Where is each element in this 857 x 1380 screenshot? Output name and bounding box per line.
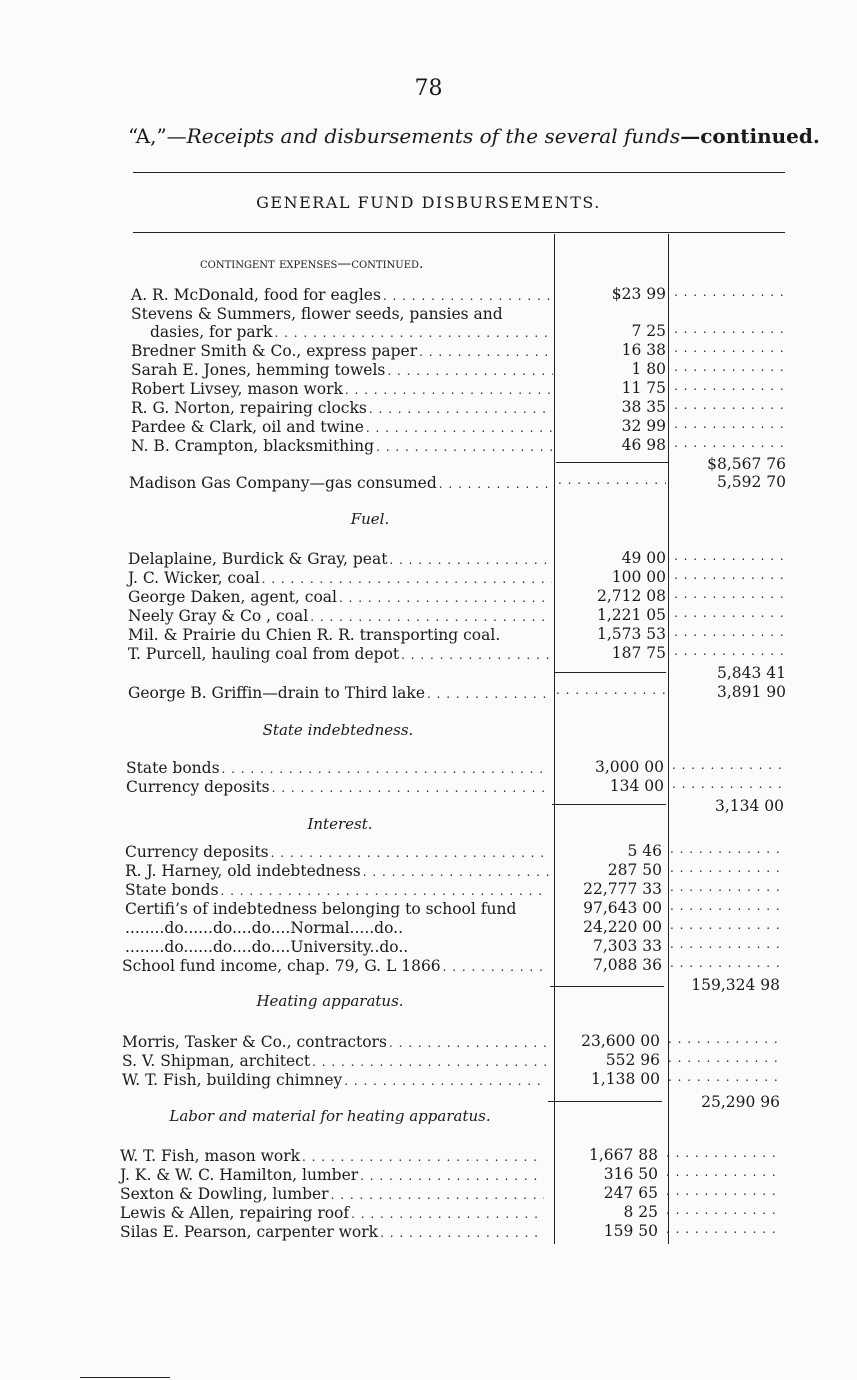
- leader-dots: [666, 1184, 776, 1203]
- section-rule: [133, 232, 785, 233]
- amount-cell: 7,088 36: [592, 956, 662, 974]
- leader-dots: [558, 473, 666, 492]
- table-row: S. V. Shipman, architect . . .: [122, 1051, 546, 1070]
- amount-cell: 247 65: [603, 1184, 658, 1202]
- amount-cell: $23 99: [611, 285, 666, 303]
- amount-cell: 5 46: [627, 842, 662, 860]
- table-row: T. Purcell, hauling coal from depot . . .: [128, 644, 552, 663]
- table-row: Delaplaine, Burdick & Gray, peat . . .: [128, 549, 552, 568]
- amount-cell: 3,000 00: [594, 758, 664, 776]
- amount-cell: 49 00: [621, 549, 666, 567]
- leader-dots: [666, 1165, 776, 1184]
- table-row: J. K. & W. C. Hamilton, lumber . . .: [120, 1165, 544, 1184]
- leader-dots: [674, 625, 786, 644]
- title-italic: Receipts and disbursements of the several funds: [186, 124, 681, 148]
- section-total: 5,843 41: [716, 664, 786, 682]
- amount-cell: 1,138 00: [590, 1070, 660, 1088]
- leader-dots: [666, 1203, 776, 1222]
- heating-heading: Heating apparatus.: [256, 992, 404, 1010]
- table-row: Sarah E. Jones, hemming towels . . .: [131, 360, 553, 379]
- table-row: Mil. & Prairie du Chien R. R. transporting coal.: [128, 626, 501, 644]
- table-row: Neely Gray & Co , coal . . .: [128, 606, 552, 625]
- subtotal-rule: [548, 1101, 662, 1102]
- section-total: 159,324 98: [691, 976, 780, 994]
- page-title: [128, 124, 820, 148]
- title-suffix: —continued.: [680, 124, 820, 148]
- table-row: State bonds . . .: [125, 880, 549, 899]
- fuel-heading: Fuel.: [350, 510, 390, 528]
- table-row: dasies, for park . . .: [150, 322, 553, 341]
- leader-dots: [668, 1070, 778, 1089]
- leader-dots: [666, 1146, 776, 1165]
- amount-cell: 1,667 88: [588, 1146, 658, 1164]
- table-row: W. T. Fish, building chimney . . .: [122, 1070, 546, 1089]
- table-row: Pardee & Clark, oil and twine . . .: [131, 417, 553, 436]
- leader-dots: [670, 842, 780, 861]
- section-total: 3,134 00: [714, 797, 784, 815]
- leader-dots: [556, 683, 666, 702]
- leader-dots: [674, 606, 786, 625]
- leader-dots: [672, 758, 784, 777]
- amount-cell: 552 96: [605, 1051, 660, 1069]
- table-row: State bonds . . .: [126, 758, 550, 777]
- leader-dots: [670, 899, 780, 918]
- table-row: R. G. Norton, repairing clocks . . .: [131, 398, 553, 417]
- table-row: Silas E. Pearson, carpenter work . . .: [120, 1222, 544, 1241]
- table-row: J. C. Wicker, coal . . .: [128, 568, 552, 587]
- amount-cell: 1 80: [631, 360, 666, 378]
- footer-rule: [80, 1377, 170, 1378]
- section-total: $8,567 76: [707, 455, 786, 473]
- leader-dots: [674, 322, 786, 341]
- table-row: R. J. Harney, old indebtedness . . .: [125, 861, 549, 880]
- leader-dots: [670, 861, 780, 880]
- table-row: A. R. McDonald, food for eagles . . .: [131, 285, 553, 304]
- leader-dots: [674, 587, 786, 606]
- table-row: ........do......do....do....University..do..: [125, 938, 409, 956]
- subtotal-rule: [552, 804, 666, 805]
- leader-dots: [666, 1222, 776, 1241]
- amount-cell: 2,712 08: [596, 587, 666, 605]
- amount-cell: 23,600 00: [581, 1032, 660, 1050]
- leader-dots: [674, 568, 786, 587]
- subtotal-rule: [556, 462, 668, 463]
- state-indebtedness-heading: State indebtedness.: [262, 721, 414, 739]
- leader-dots: [674, 436, 786, 455]
- leader-dots: [674, 360, 786, 379]
- table-row: Madison Gas Company—gas consumed . . .: [129, 473, 553, 492]
- leader-dots: [672, 777, 784, 796]
- section-total: 3,891 90: [716, 683, 786, 701]
- leader-dots: [674, 644, 786, 663]
- table-row: ........do......do....do....Normal.....do..: [125, 919, 404, 937]
- amount-cell: 24,220 00: [583, 918, 662, 936]
- leader-dots: [670, 918, 780, 937]
- table-row: Robert Livsey, mason work . . .: [131, 379, 553, 398]
- section-title: GENERAL FUND DISBURSEMENTS.: [256, 193, 601, 212]
- amount-cell: 100 00: [611, 568, 666, 586]
- leader-dots: [668, 1032, 778, 1051]
- table-row: Bredner Smith & Co., express paper . . .: [131, 341, 553, 360]
- page-number: 78: [414, 76, 443, 101]
- amount-cell: 159 50: [603, 1222, 658, 1240]
- leader-dots: [674, 549, 786, 568]
- contingent-heading: contingent expenses—continued.: [200, 256, 424, 272]
- table-row: Currency deposits . . .: [126, 777, 550, 796]
- leader-dots: [674, 417, 786, 436]
- amount-cell: 7 25: [631, 322, 666, 340]
- amount-cell: 46 98: [621, 436, 666, 454]
- amount-cell: 316 50: [603, 1165, 658, 1183]
- labor-heading: Labor and material for heating apparatus.: [169, 1107, 491, 1125]
- title-prefix: “A,”—: [128, 124, 187, 148]
- amount-cell: 38 35: [621, 398, 666, 416]
- top-rule: [133, 172, 785, 173]
- table-row: Currency deposits . . .: [125, 842, 549, 861]
- table-row: W. T. Fish, mason work . . .: [120, 1146, 544, 1165]
- leader-dots: [674, 341, 786, 360]
- amount-cell: 16 38: [621, 341, 666, 359]
- leader-dots: [668, 1051, 778, 1070]
- amount-cell: 1,573 53: [596, 625, 666, 643]
- amount-cell: 134 00: [609, 777, 664, 795]
- amount-cell: 11 75: [621, 379, 666, 397]
- interest-heading: Interest.: [307, 815, 373, 833]
- amount-cell: 8 25: [623, 1203, 658, 1221]
- amount-cell: 7,303 33: [592, 937, 662, 955]
- subtotal-rule: [554, 672, 666, 673]
- leader-dots: [670, 880, 780, 899]
- leader-dots: [674, 398, 786, 417]
- table-row: George B. Griffin—drain to Third lake . . .: [128, 683, 552, 702]
- amount-cell: 22,777 33: [583, 880, 662, 898]
- table-row: George Daken, agent, coal . . .: [128, 587, 552, 606]
- table-row: Morris, Tasker & Co., contractors . . .: [122, 1032, 546, 1051]
- table-row: N. B. Crampton, blacksmithing . . .: [131, 436, 553, 455]
- amount-cell: 97,643 00: [583, 899, 662, 917]
- table-row: Sexton & Dowling, lumber . . .: [120, 1184, 544, 1203]
- amount-cell: 287 50: [607, 861, 662, 879]
- amount-cell: 1,221 05: [596, 606, 666, 624]
- leader-dots: [670, 956, 780, 975]
- amount-cell: 187 75: [611, 644, 666, 662]
- table-row: Stevens & Summers, flower seeds, pansies and: [131, 305, 503, 323]
- table-row: School fund income, chap. 79, G. L 1866 . . .: [122, 956, 549, 975]
- section-total: 5,592 70: [716, 473, 786, 491]
- column-divider-left: [554, 234, 555, 1244]
- table-row: Lewis & Allen, repairing roof . . .: [120, 1203, 544, 1222]
- subtotal-rule: [550, 986, 664, 987]
- leader-dots: [670, 937, 780, 956]
- section-total: 25,290 96: [701, 1093, 780, 1111]
- leader-dots: [674, 379, 786, 398]
- leader-dots: [674, 285, 786, 304]
- table-row: Certifi’s of indebtedness belonging to school fund: [125, 900, 517, 918]
- amount-cell: 32 99: [621, 417, 666, 435]
